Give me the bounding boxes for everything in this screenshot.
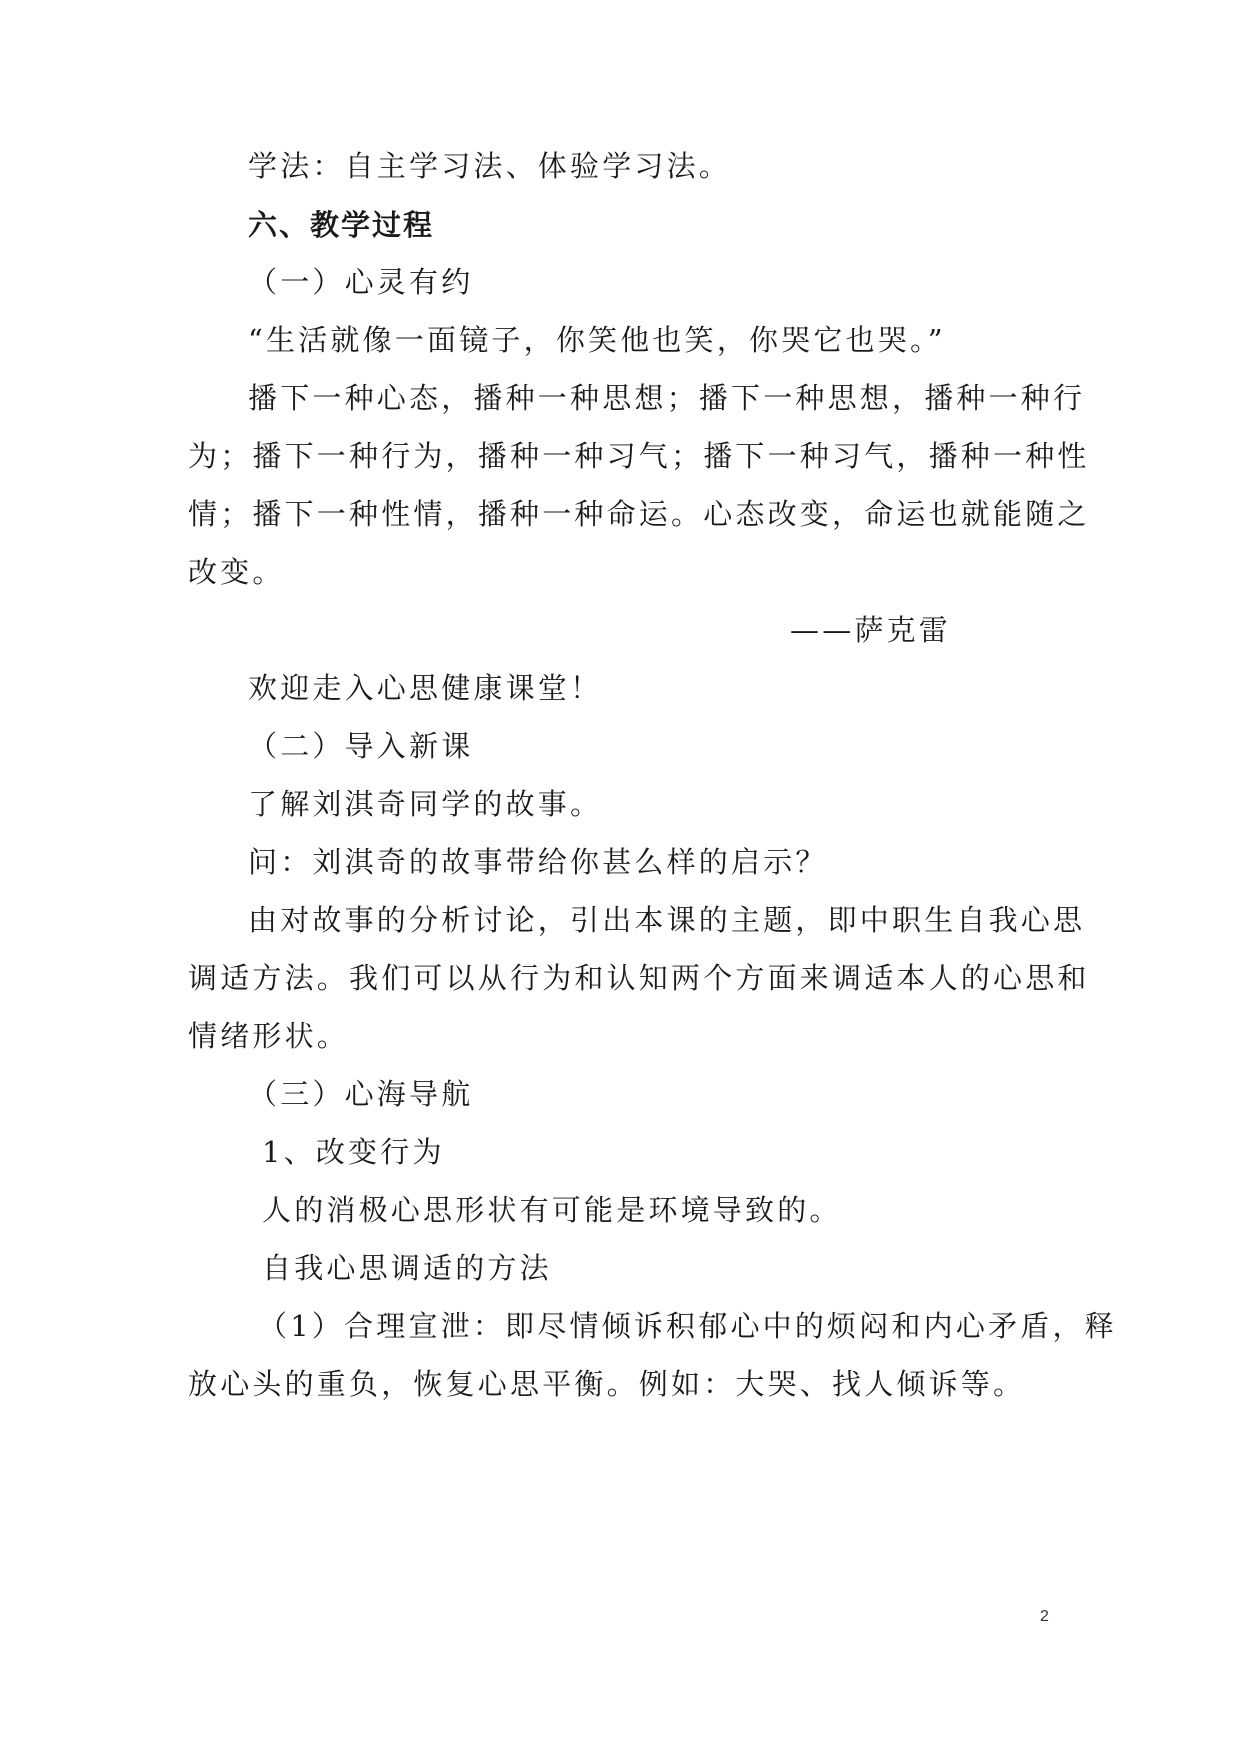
- paragraph-line: 改变。: [188, 555, 285, 589]
- paragraph-line: 由对故事的分析讨论，引出本课的主题，即中职生自我心思: [248, 903, 1086, 937]
- study-methods-line: 学法：自主学习法、体验学习法。: [248, 149, 732, 183]
- paragraph-line: 播下一种心态，播种一种思想；播下一种思想，播种一种行: [248, 381, 1086, 415]
- paragraph-line: 情；播下一种性情，播种一种命运。心态改变，命运也就能随之: [188, 497, 1090, 531]
- item1-text: 人的消极心思形状有可能是环境导致的。: [262, 1193, 842, 1227]
- paragraph-line: 为；播下一种行为，播种一种习气；播下一种习气，播种一种性: [188, 439, 1090, 473]
- paragraph-line: （1）合理宣泄：即尽情倾诉积郁心中的烦闷和内心矛盾，释: [258, 1309, 1117, 1343]
- quote-attribution: ——萨克雷: [790, 613, 952, 647]
- part3-heading: （三）心海导航: [248, 1077, 474, 1111]
- mirror-quote: “生活就像一面镜子，你笑他也笑，你哭它也哭。”: [248, 323, 946, 357]
- method-title: 自我心思调适的方法: [262, 1251, 552, 1285]
- welcome-line: 欢迎走入心思健康课堂！: [248, 671, 603, 705]
- part2-heading: （二）导入新课: [248, 729, 474, 763]
- question-line: 问：刘淇奇的故事带给你甚么样的启示？: [248, 845, 828, 879]
- paragraph-line: 放心头的重负，恢复心思平衡。例如：大哭、找人倾诉等。: [188, 1367, 1026, 1401]
- section-title: 六、教学过程: [248, 208, 435, 242]
- part1-heading: （一）心灵有约: [248, 265, 474, 299]
- paragraph-line: 调适方法。我们可以从行为和认知两个方面来调适本人的心思和: [188, 961, 1090, 995]
- item1-heading: 1、改变行为: [262, 1135, 445, 1169]
- paragraph-line: 情绪形状。: [188, 1019, 350, 1053]
- story-intro-line: 了解刘淇奇同学的故事。: [248, 787, 603, 821]
- page-number: 2: [1040, 1608, 1049, 1625]
